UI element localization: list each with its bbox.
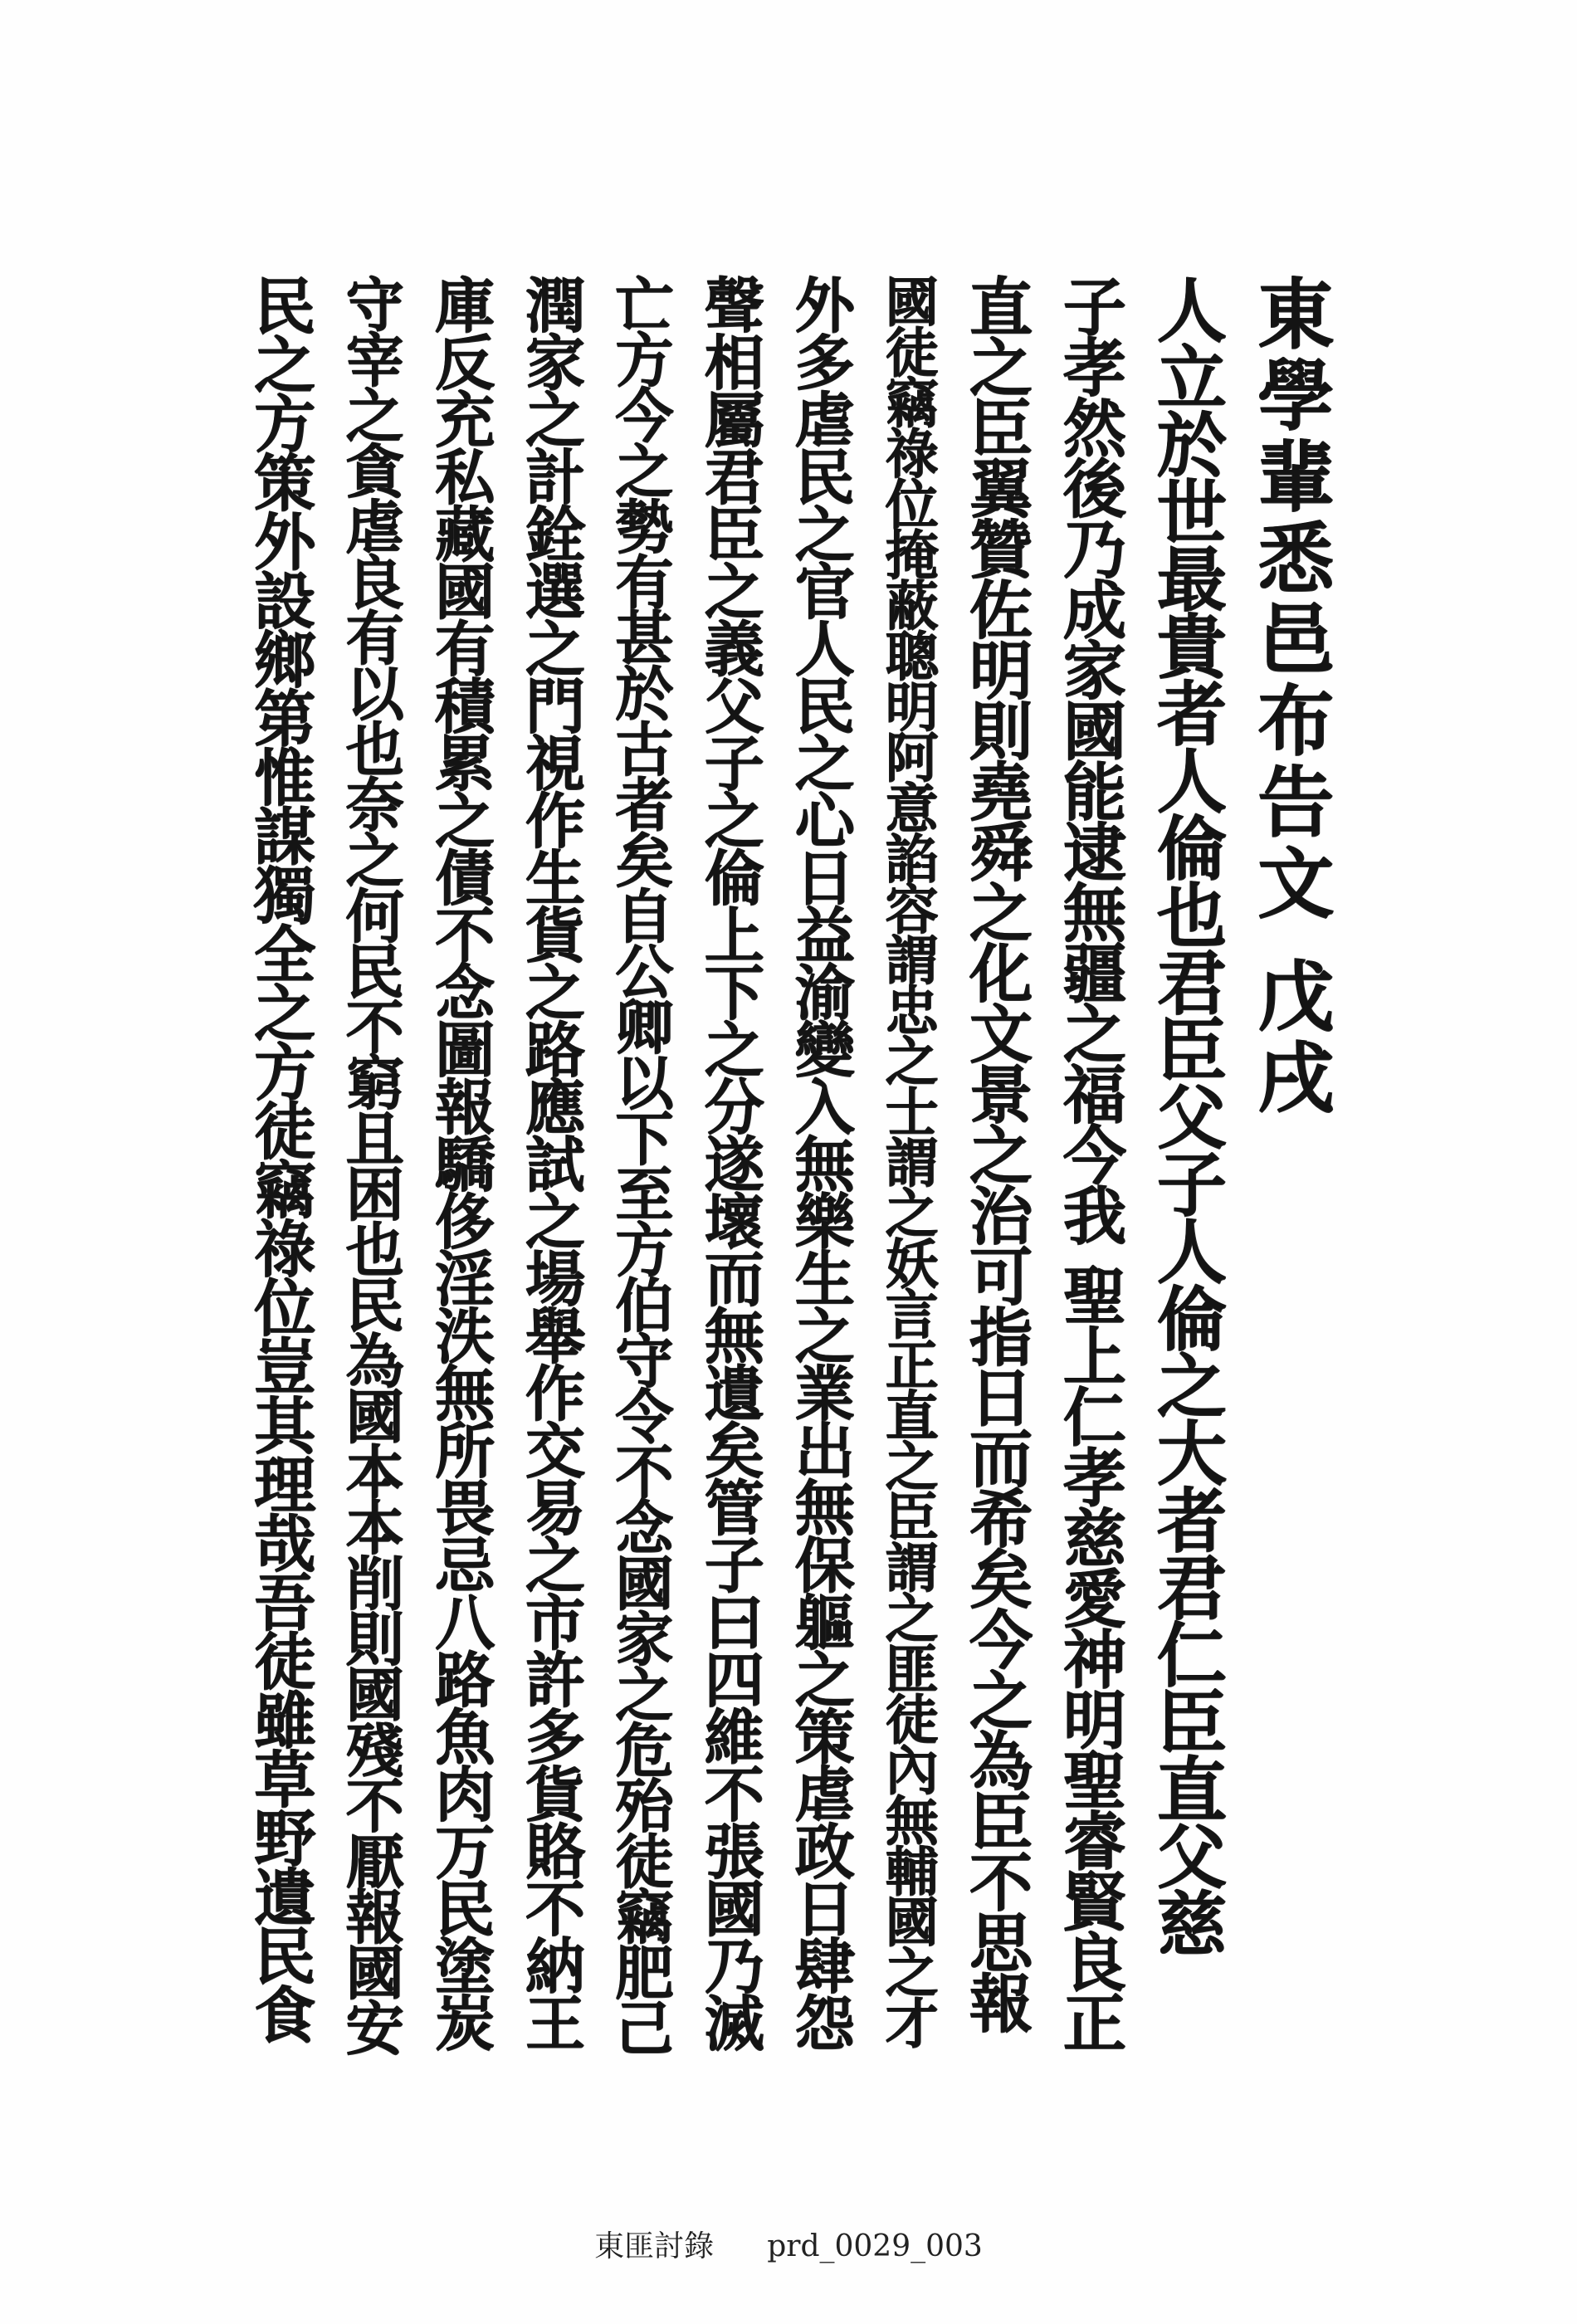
manuscript-text [244,274,1335,2075]
text-column: 直之臣翼贊佐明則堯舜之化文景之治可指日而希矣今之為臣不思報 [959,274,1033,2031]
text-column: 外多虐民之官人民之心日益渝變入無樂生之業出無保軀之策虐政日肆怨 [784,274,856,2049]
book-title: 東匪討錄 [594,2229,715,2263]
text-column: 潤家之計銓選之門視作生貨之路應試之場舉作交易之市許多貨賂不納王 [515,274,586,2049]
text-column: 聲相屬君臣之義父子之倫上下之分遂壞而無遺矣管子曰四維不張國乃滅 [694,274,765,2049]
text-column: 庫反充私藏國有積累之債不念圖報驕侈淫泆無所畏忌八路魚肉万民塗炭 [424,274,496,2049]
text-column: 民之方策外設鄉第惟謀獨全之方徒竊祿位豈其理哉吾徒雖草野遺民食 [244,274,315,2042]
text-column: 亡方今之勢有甚於古者矣自公卿以下至方伯守令不念國家之危殆徒竊肥己 [605,274,675,2053]
page-caption [0,2223,1577,2265]
page-code: prd_0029_003 [767,2229,983,2263]
document-title: 東學輩悉邑布告文 戊戌 [1244,274,1335,1120]
text-column: 人立於世最貴者人倫也君臣父子人倫之大者君仁臣直父慈 [1145,274,1228,1955]
text-column: 國徒竊祿位掩蔽聰明阿意諂容謂忠之士謂之妖言正直之臣謂之匪徒內無輔國之才 [876,274,939,2046]
text-column: 子孝然後乃成家國能逮無疆之福今我 聖上仁孝慈愛神明聖睿賢良正 [1052,274,1127,2051]
text-column: 守宰之貪虐良有以也奈之何民不窮且困也民為國本本削則國殘不厭報國安 [335,274,405,2053]
